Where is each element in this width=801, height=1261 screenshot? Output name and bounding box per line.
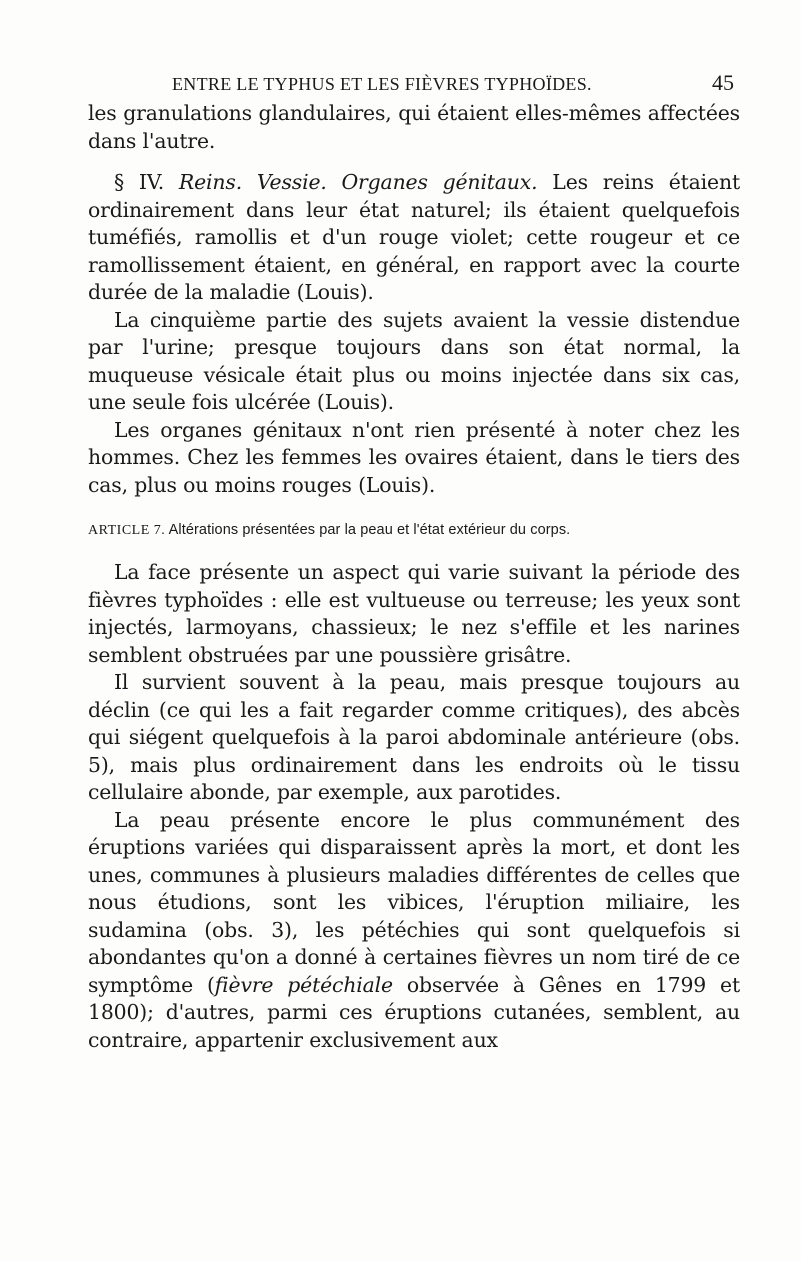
- paragraph-continuation: les granulations glandulaires, qui étaient elles-mêmes affectées dans l'autre.: [88, 101, 740, 153]
- section-label: § IV.: [114, 170, 165, 194]
- body-text: [88, 100, 740, 1054]
- paragraph-eruptions: [88, 807, 740, 1055]
- article-label: ARTICLE 7.: [88, 523, 166, 538]
- paragraph-vessie: La cinquième partie des sujets avaient la vessie distendue par l'urine; presque toujours dans son état normal, la muqueuse vésicale était plus ou moins injectée dans six cas, une seule fois ulcérée (Louis).: [88, 307, 740, 414]
- eruptions-italic-term: fièvre pétéchiale: [214, 972, 393, 997]
- eruptions-text-end: observée à Gênes en 1799 et 1800); d'autres, parmi ces éruptions cutanées, semblent, au contraire, appartenir exclusivement aux: [88, 972, 741, 1052]
- paragraph-abces: Il survient souvent à la peau, mais presque toujours au déclin (ce qui les a fait regarder comme critiques), des abcès qui siégent quelquefois à la paroi abdominale antérieure (obs. 5), mais plus ordinairement dans les endroits où le tissu cellulaire abonde, par exemple, aux parotides.: [88, 670, 740, 804]
- running-title: ENTRE LE TYPHUS ET LES FIÈVRES TYPHOÏDES.: [172, 74, 592, 94]
- paragraph-face: La face présente un aspect qui varie suivant la période des fièvres typhoïdes : elle est vultueuse ou terreuse; les yeux sont injectés, larmoyans, chassieux; le nez s'effile et les narines semblent obstruées par une poussière grisâtre.: [88, 560, 740, 667]
- eruptions-text-start: La peau présente encore le plus communément des éruptions variées qui disparaissent après la mort, et dont les unes, communes à plusieurs maladies différentes de celles que nous étudions, sont les vibices, l'éruption miliaire, les sudamina (obs. 3), les pétéchies qui sont quelquefois si abondantes qu'on a donné à certaines fièvres un nom tiré de ce symptôme (: [88, 807, 740, 997]
- article-heading: [88, 521, 740, 540]
- article-title: Altérations présentées par la peau et l'état extérieur du corps.: [168, 522, 571, 538]
- section-text: Les reins étaient ordinairement dans leur état naturel; ils étaient quelquefois tuméfiés, ramollis et d'un rouge violet; cette rougeur et ce ramollissement étaient, en général, en rapport avec la courte durée de la maladie (Louis).: [88, 170, 740, 304]
- paragraph-section-iv: [88, 169, 740, 307]
- page-number: 45: [712, 70, 734, 95]
- paragraph-organes: Les organes génitaux n'ont rien présenté à noter chez les hommes. Chez les femmes les ovaires étaient, dans le tiers des cas, plus ou moins rouges (Louis).: [88, 417, 740, 497]
- section-title: Reins. Vessie. Organes génitaux.: [178, 170, 538, 194]
